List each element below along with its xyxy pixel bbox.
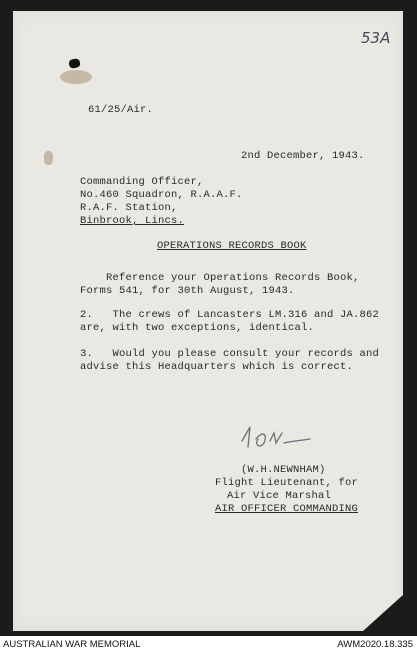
paragraph-3-line: 3. Would you please consult your records and	[80, 348, 380, 360]
document-page	[13, 11, 403, 631]
address-line: Binbrook, Lincs.	[80, 215, 185, 227]
address-line: Commanding Officer,	[80, 176, 204, 188]
footer-institution: AUSTRALIAN WAR MEMORIAL	[3, 639, 141, 650]
address-line: R.A.F. Station,	[80, 202, 178, 214]
paragraph-1-line: Reference your Operations Records Book,	[80, 272, 360, 284]
paragraph-3-line: advise this Headquarters which is correct.	[80, 361, 354, 373]
paragraph-2-line: are, with two exceptions, identical.	[80, 322, 315, 334]
paragraph-2-line: 2. The crews of Lancasters LM.316 and JA.862	[80, 309, 380, 321]
signatory-office: AIR OFFICER COMMANDING	[215, 503, 359, 515]
pin-mark	[68, 58, 80, 69]
signatory-for: Air Vice Marshal	[227, 490, 332, 502]
archive-footer	[0, 636, 417, 653]
letter-date: 2nd December, 1943.	[241, 150, 365, 162]
folio-number: 53A	[361, 29, 391, 47]
footer-accession-number: AWM2020.18.335	[337, 639, 413, 650]
address-line: No.460 Squadron, R.A.A.F.	[80, 189, 243, 201]
signatory-name: (W.H.NEWNHAM)	[241, 464, 326, 476]
page-curl	[363, 595, 403, 631]
subject-heading: OPERATIONS RECORDS BOOK	[157, 240, 307, 252]
handwritten-initials	[236, 419, 316, 453]
signatory-rank: Flight Lieutenant, for	[215, 477, 359, 489]
paragraph-1-line: Forms 541, for 30th August, 1943.	[80, 285, 295, 297]
paper-stain	[44, 151, 53, 165]
file-reference: 61/25/Air.	[88, 104, 154, 116]
punch-hole-stain	[60, 70, 92, 84]
